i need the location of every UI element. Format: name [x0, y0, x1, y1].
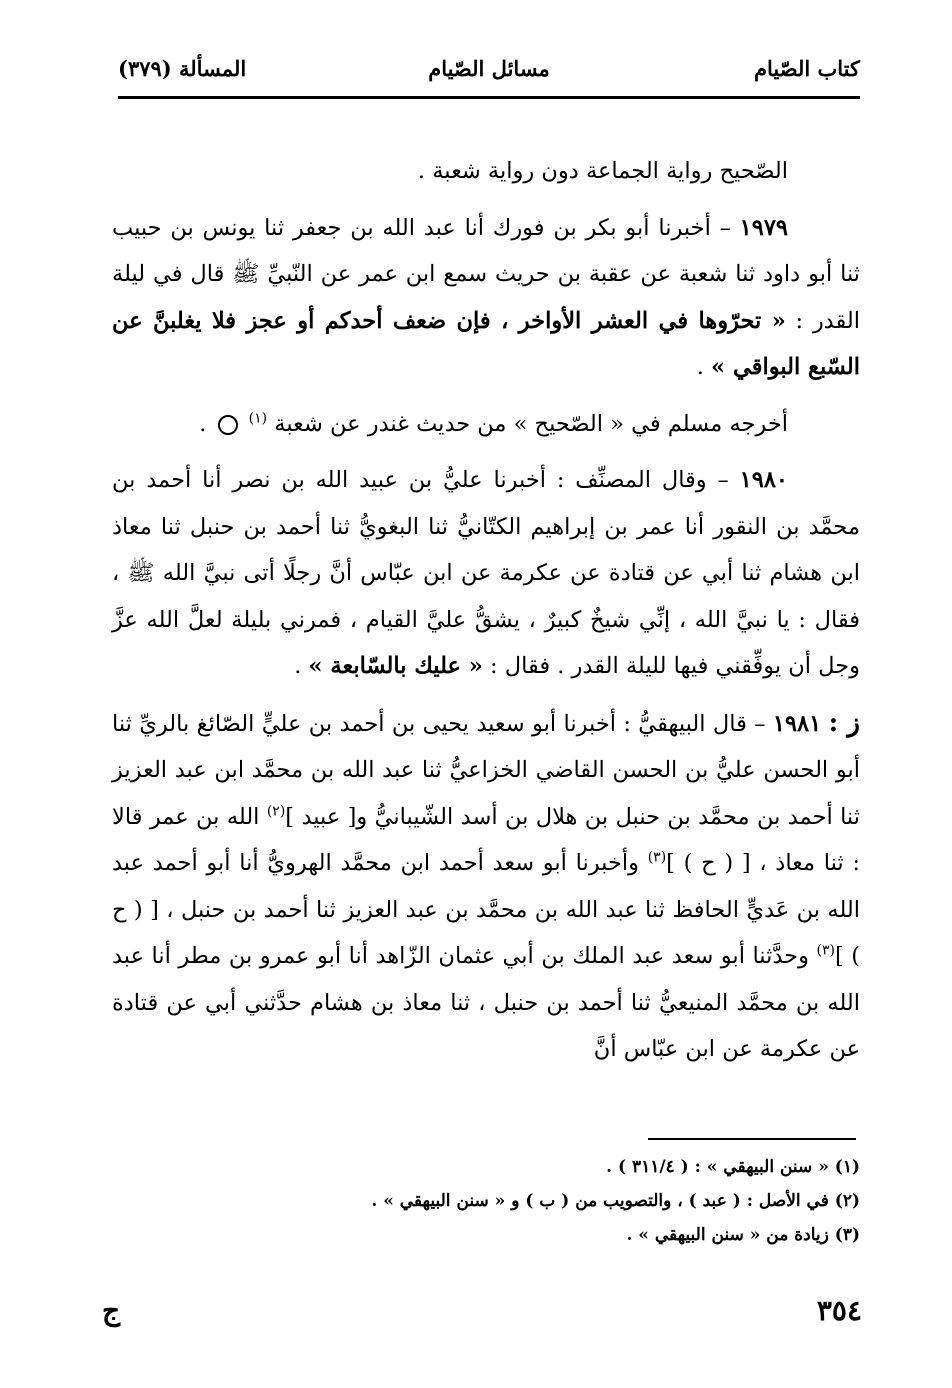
paragraph-hadith-1981 [112, 700, 860, 1073]
paragraph-takhrij [112, 401, 860, 448]
takhrij-text: أخرجه مسلم في « الصّحيح » من حديث غندر عن شعبة [274, 410, 788, 437]
footnote-ref-2: (٢) [266, 803, 286, 819]
footnotes [112, 1150, 860, 1252]
hadith-number-1979: ١٩٧٩ [739, 214, 788, 241]
hadith-1981-text-c: وأخبرنا أبو سعد أحمد ابن محمَّد الهرويُّ أنا أبو أحمد عبد الله بن عَديٍّ الحافظ ثنا عبد الله بن محمَّد بن عبد العزيز ثنا أحمد بن حنبل ، [ ( ح ) ] [112, 850, 861, 969]
paragraph-1 [112, 148, 860, 195]
takhrij-end: . [199, 410, 214, 437]
hadith-1981-text-a: – قال البيهقيُّ : أخبرنا أبو سعيد يحيى بن أحمد بن عليٍّ الصّائغ بالريِّ ثنا أبو الحسن عليُّ بن الحسن القاضي الخزاعيُّ ثنا عبد الله بن محمَّد ابن عبد العزيز ثنا أحمد بن محمَّد بن حنبل بن هلال بن أسد الشّيبانيُّ و[ عبيد ] [112, 710, 860, 830]
issue-number: المسألة (٣٧٩) [118, 56, 247, 81]
footnote-1: (١) « سنن البيهقي » : ( ٣١١/٤ ) . [606, 1157, 860, 1177]
hadith-1980-text: – وقال المصنِّف : أخبرنا عليُّ بن عبيد الله بن نصر أنا أحمد بن محمَّد بن النقور أنا عمر بن إبراهيم الكتّانيُّ ثنا البغويُّ ثنا أحمد بن حنبل ثنا معاذ ابن هشام ثنا أبي عن قتادة عن عكرمة عن ابن عبّاس أنَّ رجلًا أتى نبيَّ الله ﷺ ، فقال : يا نبيَّ الله ، إنِّي شيخٌ كبيرٌ ، يشقُّ عليَّ القيام ، فمرني بليلة لعلَّ الله عزَّ وجل أن يوفِّقني فيها لليلة القدر . فقال : [112, 467, 860, 679]
footnote-ref-3b: (٣) [816, 942, 835, 959]
footnote-ref-3a: (٣) [647, 849, 667, 866]
running-header [118, 50, 860, 90]
hadith-1979-text: – أخبرنا أبو بكر بن فورك أنا عبد الله بن جعفر ثنا يونس بن حبيب ثنا أبو داود ثنا شعبة عن عقبة بن حريث سمع ابن عمر عن النّبيِّ ﷺ قال في ليلة القدر : [112, 214, 860, 334]
hadith-1979-quote: « تحرّوها في العشر الأواخر ، فإن ضعف أحدكم أو عجز فلا يغلبنَّ عن السّبع البواقي » [112, 307, 860, 380]
zawaid-marker: ز : [828, 707, 860, 738]
footnote-3: (٣) زيادة من « سنن البيهقي » . [626, 1225, 860, 1245]
hadith-1979-end: . [696, 354, 712, 380]
paragraph-hadith-1980 [112, 457, 860, 690]
hadith-1981-text-b: الله بن عمر قالا : ثنا معاذ ، [ ( ح ) ] [112, 803, 860, 876]
hadith-number-1981: ١٩٨١ [772, 710, 822, 737]
footnote-2: (٢) في الأصل : ( عبد ) ، والتصويب من ( ب ) و « سنن البيهقي » . [371, 1191, 860, 1211]
hadith-1980-end: . [294, 653, 309, 679]
page-footer [102, 1288, 862, 1336]
section-title: مسائل الصّيام [428, 56, 550, 81]
book-title: كتاب الصّيام [754, 56, 860, 81]
paragraph-hadith-1979 [112, 205, 860, 391]
header-rule [118, 96, 860, 99]
footnote-ref-1: (١) [248, 410, 268, 426]
signature-mark: ج [102, 1294, 121, 1327]
page-number: ٣٥٤ [816, 1294, 862, 1327]
paragraph-1-text: الصّحيح رواية الجماعة دون رواية شعبة . [417, 158, 788, 184]
footnote-rule [648, 1138, 856, 1140]
hadith-number-1980: ١٩٨٠ [739, 467, 788, 493]
end-circle-icon [218, 415, 238, 435]
main-text [112, 148, 860, 1083]
hadith-1980-quote: « عليك بالسّابعة » [308, 653, 483, 679]
hadith-1981-text-d: وحدَّثنا أبو سعد عبد الملك بن أبي عثمان الزّاهد أنا أبو عمرو بن مطر أنا عبد الله بن محمَّد المنيعيُّ ثنا أحمد بن حنبل ، ثنا معاذ بن هشام حدَّثني أبي عن قتادة عن عكرمة عن ابن عبّاس أنَّ [112, 943, 860, 1062]
